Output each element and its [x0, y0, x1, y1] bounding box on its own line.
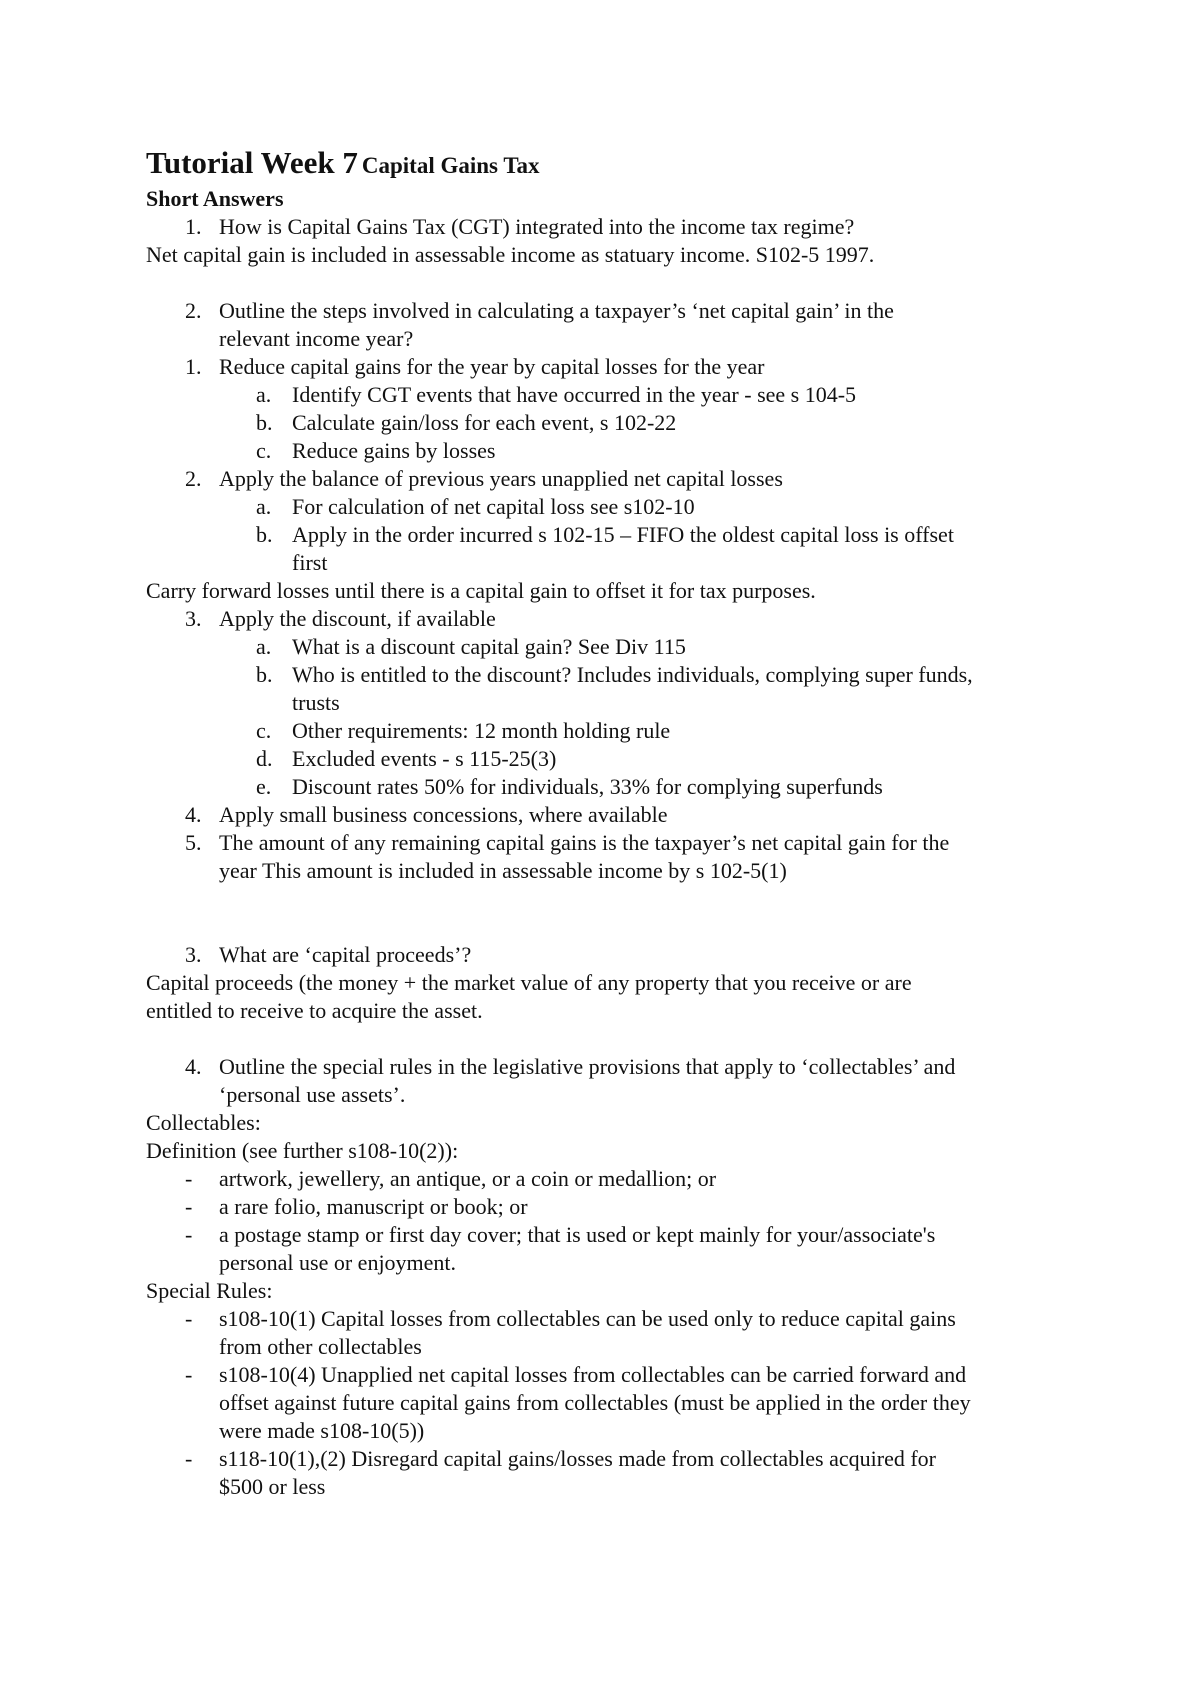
q3-answer-line1: Capital proceeds (the money + the market value of any property that you receive or are — [146, 970, 912, 995]
step3a-text: What is a discount capital gain? See Div 115 — [292, 634, 686, 659]
step5-text-line2: year This amount is included in assessable income by s 102-5(1) — [219, 858, 787, 883]
definition-line: Definition (see further s108-10(2)): — [146, 1138, 459, 1163]
step1c-marker: c. — [256, 438, 272, 463]
step2-number: 2. — [185, 466, 202, 491]
step2a-marker: a. — [256, 494, 272, 519]
def2-text: a rare folio, manuscript or book; or — [219, 1194, 528, 1219]
step5-text-line1: The amount of any remaining capital gains is the taxpayer’s net capital gain for the — [219, 830, 950, 855]
page-title — [146, 145, 540, 181]
rule2-text-line2: offset against future capital gains from collectables (must be applied in the order they — [219, 1390, 971, 1415]
q3-answer-line2: entitled to receive to acquire the asset. — [146, 998, 483, 1023]
step1-text: Reduce capital gains for the year by capital losses for the year — [219, 354, 765, 379]
title-sub: Capital Gains Tax — [361, 153, 540, 178]
step1a-marker: a. — [256, 382, 272, 407]
def3-text-line2: personal use or enjoyment. — [219, 1250, 457, 1275]
step3d-marker: d. — [256, 746, 273, 771]
step2-text: Apply the balance of previous years unapplied net capital losses — [219, 466, 783, 491]
q3-number: 3. — [185, 942, 202, 967]
q2-question-line1: Outline the steps involved in calculating a taxpayer’s ‘net capital gain’ in the — [219, 298, 894, 323]
q3-question: What are ‘capital proceeds’? — [219, 942, 472, 967]
step2b-text-line2: first — [292, 550, 328, 575]
rule3-dash: - — [185, 1446, 193, 1471]
def3-dash: - — [185, 1222, 193, 1247]
q1-question: How is Capital Gains Tax (CGT) integrated into the income tax regime? — [219, 214, 855, 239]
step1b-marker: b. — [256, 410, 273, 435]
step3e-marker: e. — [256, 774, 272, 799]
step3-number: 3. — [185, 606, 202, 631]
def1-text: artwork, jewellery, an antique, or a coin or medallion; or — [219, 1166, 717, 1191]
step3c-marker: c. — [256, 718, 272, 743]
def2-dash: - — [185, 1194, 193, 1219]
def3-text-line1: a postage stamp or first day cover; that is used or kept mainly for your/associate's — [219, 1222, 936, 1247]
q1-number: 1. — [185, 214, 202, 239]
step1b-text: Calculate gain/loss for each event, s 102-22 — [292, 410, 677, 435]
step2b-marker: b. — [256, 522, 273, 547]
q2-number: 2. — [185, 298, 202, 323]
rule1-dash: - — [185, 1306, 193, 1331]
step3c-text: Other requirements: 12 month holding rule — [292, 718, 671, 743]
step2b-text-line1: Apply in the order incurred s 102-15 – FIFO the oldest capital loss is offset — [292, 522, 954, 547]
step4-number: 4. — [185, 802, 202, 827]
step2a-text: For calculation of net capital loss see s102-10 — [292, 494, 695, 519]
collectables-heading: Collectables: — [146, 1110, 261, 1135]
step3a-marker: a. — [256, 634, 272, 659]
q1-answer: Net capital gain is included in assessable income as statuary income. S102-5 1997. — [146, 242, 875, 267]
step1a-text: Identify CGT events that have occurred in the year - see s 104-5 — [292, 382, 857, 407]
step3e-text: Discount rates 50% for individuals, 33% for complying superfunds — [292, 774, 883, 799]
rule3-text-line1: s118-10(1),(2) Disregard capital gains/losses made from collectables acquired for — [219, 1446, 936, 1471]
step3b-text-line1: Who is entitled to the discount? Includes individuals, complying super funds, — [292, 662, 973, 687]
rule2-text-line3: were made s108-10(5)) — [219, 1418, 425, 1443]
q4-question-line2: ‘personal use assets’. — [219, 1082, 406, 1107]
step3b-text-line2: trusts — [292, 690, 340, 715]
section-heading: Short Answers — [146, 186, 284, 211]
step4-text: Apply small business concessions, where available — [219, 802, 668, 827]
step3d-text: Excluded events - s 115-25(3) — [292, 746, 557, 771]
def1-dash: - — [185, 1166, 193, 1191]
step3-text: Apply the discount, if available — [219, 606, 496, 631]
rule3-text-line2: $500 or less — [219, 1474, 326, 1499]
q2-question-line2: relevant income year? — [219, 326, 414, 351]
title-main: Tutorial Week 7 — [146, 145, 358, 180]
step1c-text: Reduce gains by losses — [292, 438, 496, 463]
step1-number: 1. — [185, 354, 202, 379]
rule2-dash: - — [185, 1362, 193, 1387]
step3b-marker: b. — [256, 662, 273, 687]
special-rules-heading: Special Rules: — [146, 1278, 273, 1303]
rule1-text-line1: s108-10(1) Capital losses from collectables can be used only to reduce capital gains — [219, 1306, 956, 1331]
step5-number: 5. — [185, 830, 202, 855]
q4-question-line1: Outline the special rules in the legislative provisions that apply to ‘collectables’ and — [219, 1054, 956, 1079]
carry-forward-note: Carry forward losses until there is a capital gain to offset it for tax purposes. — [146, 578, 816, 603]
q4-number: 4. — [185, 1054, 202, 1079]
rule1-text-line2: from other collectables — [219, 1334, 422, 1359]
rule2-text-line1: s108-10(4) Unapplied net capital losses from collectables can be carried forward and — [219, 1362, 967, 1387]
